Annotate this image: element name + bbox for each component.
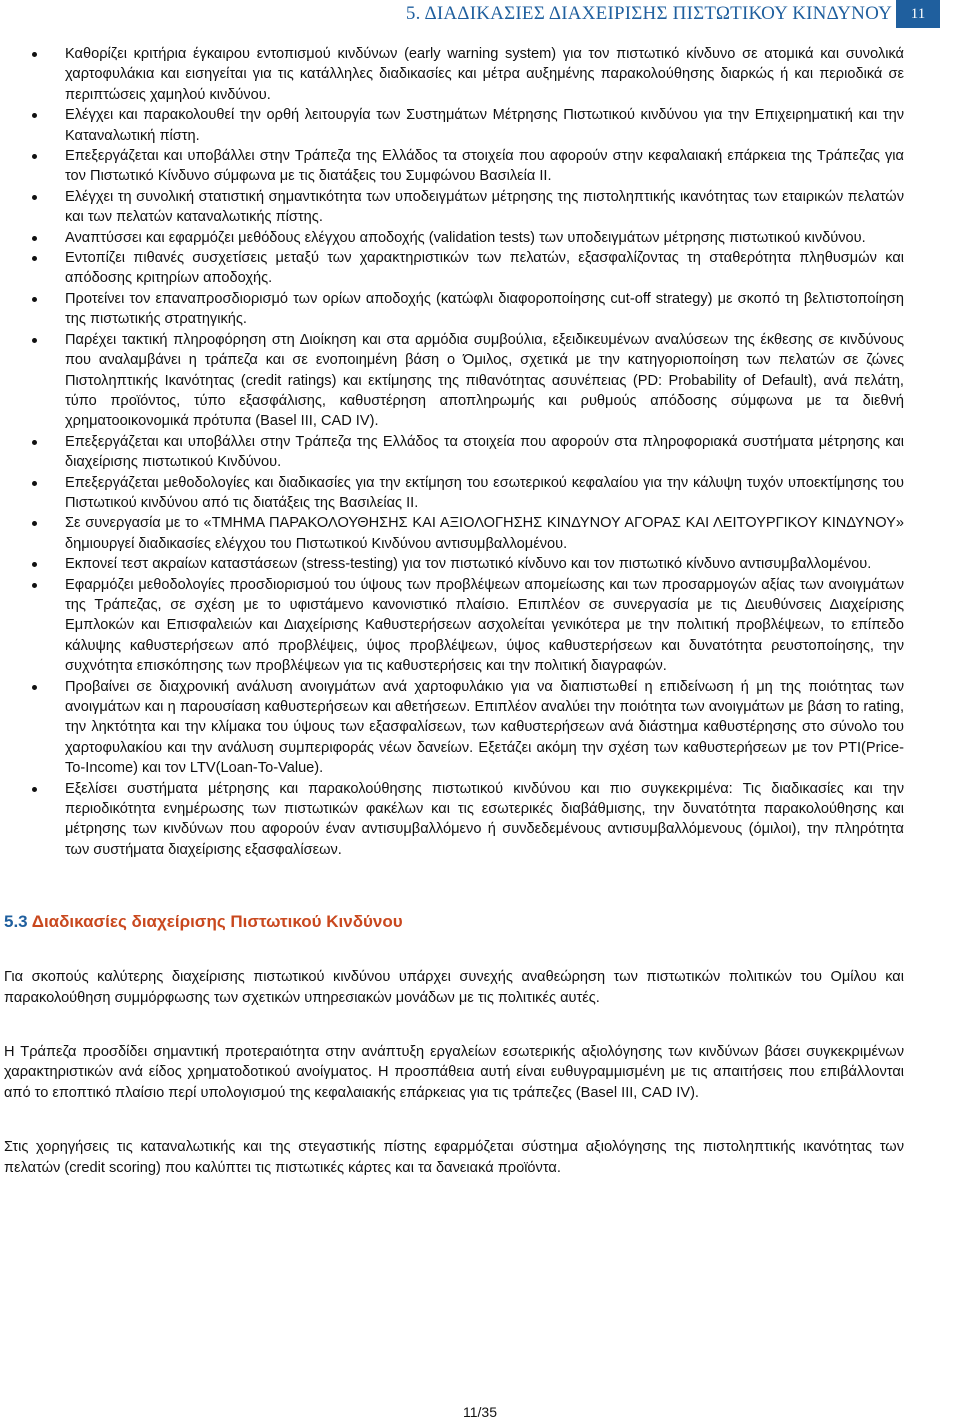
bullet-icon (32, 583, 37, 588)
list-item-text: Ελέγχει και παρακολουθεί την ορθή λειτουργία των Συστημάτων Μέτρησης Πιστωτικού κινδύνου για την Επιχειρηματική και την Καταναλωτική πίστη. (65, 107, 904, 144)
body-paragraph: Για σκοπούς καλύτερης διαχείρισης πιστωτικού κινδύνου υπάρχει συνεχής αναθεώρηση των πιστωτικών πολιτικών του Ομίλου και παρακολούθηση συμμόρφωσης των σχετικών υπηρεσιακών μονάδων με τις πολιτικές αυτές. (4, 969, 904, 1006)
bullet-icon (32, 338, 37, 343)
list-item-text: Εφαρμόζει μεθοδολογίες προσδιορισμού του ύψους των προβλέψεων απομείωσης και των προσαρμογών αξίας των ανοιγμάτων της Τράπεζας, σε σχέση με το υφιστάμενο κανονιστικό πλαίσιο. Επιπλέον σε συνεργασία με τις Διευθύνσεις Διαχείρισης Εμπλοκών και Επισφαλειών και Διαχείρισης Καθυστερήσεων ασχολείται γενικότερα με την πολιτική προβλέψεων, το επίπεδο κάλυψης καθυστερήσεων από προβλέψεις, ύψος προβλέψεων, ύψος καθυστερήσεων και δυνατότητα ρευστοποίησης, την συχνότητα επισκόπησης των προβλέψεων για τις καθυστερήσεις και την πολιτική διαγραφών. (65, 576, 904, 675)
list-item-text: Εκπονεί τεστ ακραίων καταστάσεων (stress-testing) για τον πιστωτικό κίνδυνο και τον πιστωτικό κίνδυνο αντισυμβαλλομένου. (65, 556, 872, 573)
list-item (4, 473, 904, 514)
bullet-icon (32, 787, 37, 792)
list-item-text: Παρέχει τακτική πληροφόρηση στη Διοίκηση και στα αρμόδια συμβούλια, εξειδικευμένων αναλύσεων της έκθεσης σε κινδύνους που αναλαμβάνει η τράπεζα και σε ενοποιημένη βάση ο Όμιλος, σχετικά με την κατηγοριοποίηση των πελατών σε ζώνες Πιστοληπτικής Ικανότητας (credit ratings) και εκτίμησης της πιθανότητας ασυνέπειας (PD: Probability of Default), ανά πελάτη, τύπο προϊόντος, τύπο εξασφάλισης, καθυστέρηση αποπληρωμής και ρυθμούς απόδοσης σύμφωνα με τα διεθνή χρηματοοικονομικά πρότυπα (Basel III, CAD IV). (65, 331, 904, 430)
list-item (4, 677, 904, 779)
section-title: Διαδικασίες διαχείρισης Πιστωτικού Κινδύνου (31, 912, 403, 932)
list-item (4, 330, 904, 432)
responsibilities-list (4, 44, 904, 860)
list-item (4, 105, 904, 146)
list-item-text: Επεξεργάζεται και υποβάλλει στην Τράπεζα της Ελλάδος τα στοιχεία που αφορούν στην κεφαλαιακή επάρκεια της Τράπεζας για τον Πιστωτικό Κίνδυνο σύμφωνα με τις διατάξεις του Συμφώνου Βασιλεία ΙΙ. (65, 148, 904, 185)
page-content (4, 44, 904, 1178)
bullet-icon (32, 521, 37, 526)
list-item (4, 513, 904, 554)
list-item-text: Προβαίνει σε διαχρονική ανάλυση ανοιγμάτων ανά χαρτοφυλάκιο για να διαπιστωθεί η επιδείνωση ή μη της ποιότητας των ανοιγμάτων και η παρουσίαση καθυστερήσεων και αθετήσεων. Επιπλέον αναλύει την ποιότητα των ανοιγμάτων με βάση το rating, την ληκτότητα και την κλίμακα του ύψους των εξασφαλίσεων, των καθυστερήσεων ανά διάστημα καθυστέρησης στο σύνολο του χαρτοφυλακίου και την ανάλυση συμπεριφοράς νέων δανείων. Εξετάζει ακόμη την σχέση των καθυστερήσεων με τον PTI(Price-To-Income) και τον LTV(Loan-To-Value). (65, 678, 904, 777)
list-item (4, 779, 904, 861)
chapter-title: 5. ΔΙΑΔΙΚΑΣΙΕΣ ΔΙΑΧΕΙΡΙΣΗΣ ΠΙΣΤΩΤΙΚΟΥ ΚΙΝΔΥΝΟΥ (405, 3, 892, 24)
section-number: 5.3 (4, 912, 28, 932)
list-item-text: Επεξεργάζεται μεθοδολογίες και διαδικασίες για την εκτίμηση του εσωτερικού κεφαλαίου για την κάλυψη τυχόν υποεκτίμησης του Πιστωτικού κινδύνου από τις διατάξεις της Βασιλείας ΙΙ. (65, 474, 904, 511)
list-item (4, 146, 904, 187)
bullet-icon (32, 113, 37, 118)
list-item (4, 248, 904, 289)
list-item (4, 44, 904, 105)
list-item (4, 575, 904, 677)
bullet-icon (32, 562, 37, 567)
list-item-text: Ελέγχει τη συνολική στατιστική σημαντικότητα των υποδειγμάτων μέτρησης της πιστοληπτικής ικανότητας των εταιρικών πελατών και των πελατών καταναλωτικής πίστης. (65, 188, 904, 226)
bullet-icon (32, 440, 37, 445)
list-item-text: Προτείνει τον επαναπροσδιορισμό των ορίων αποδοχής (κατώφλι διαφοροποίησης cut-off strategy) με σκοπό τη βελτιστοποίηση της πιστωτικής στρατηγικής. (65, 290, 904, 328)
page-number-badge: 11 (896, 0, 940, 28)
bullet-icon (32, 685, 37, 690)
list-item-text: Εντοπίζει πιθανές συσχετίσεις μεταξύ των χαρακτηριστικών των πελατών, εξασφαλίζοντας τη σταθερότητα πληθυσμών και απόδοσης κριτηρίων αποδοχής. (65, 250, 904, 287)
bullet-icon (32, 154, 37, 159)
list-item (4, 289, 904, 330)
bullet-icon (32, 195, 37, 200)
body-paragraph: Στις χορηγήσεις τις καταναλωτικής και της στεγαστικής πίστης εφαρμόζεται σύστημα αξιολόγησης της πιστοληπτικής ικανότητας των πελατών (credit scoring) που καλύπτει τις πιστωτικές κάρτες και τα δανειακά προϊόντα. (4, 1139, 904, 1176)
list-item (4, 187, 904, 228)
page-header (0, 0, 960, 30)
bullet-icon (32, 236, 37, 241)
body-paragraph: Η Τράπεζα προσδίδει σημαντική προτεραιότητα στην ανάπτυξη εργαλείων εσωτερικής αξιολόγησης των κινδύνων βάσει συγκεκριμένων χαρακτηριστικών ανά είδος χρηματοδοτικού ανοίγματος. Η προσπάθεια αυτή είναι ευθυγραμμισμένη με τις απαιτήσεις που επιβάλλονται από το εποπτικό πλαίσιο περί υπολογισμού της κεφαλαιακής επάρκειας για τις τράπεζες (Basel III, CAD IV). (4, 1044, 904, 1101)
list-item-text: Επεξεργάζεται και υποβάλλει στην Τράπεζα της Ελλάδος τα στοιχεία που αφορούν στα πληροφοριακά συστήματα μέτρησης και διαχείρισης πιστωτικού Κινδύνου. (65, 433, 904, 471)
list-item (4, 228, 904, 248)
bullet-icon (32, 297, 37, 302)
list-item (4, 554, 904, 574)
section-heading (4, 911, 904, 933)
page-footer-number: 11/35 (463, 1404, 497, 1420)
list-item-text: Αναπτύσσει και εφαρμόζει μεθόδους ελέγχου αποδοχής (validation tests) των υποδειγμάτων μέτρησης πιστωτικού κινδύνου. (65, 229, 866, 246)
list-item-text: Καθορίζει κριτήρια έγκαιρου εντοπισμού κινδύνων (early warning system) για τον πιστωτικό κίνδυνο σε ατομικά και συνολικά χαρτοφυλάκια και εισηγείται για τις κατάλληλες διαδικασίες και μέτρα αυξημένης παρακολούθησης διαρκώς ή και περιοδικά σε περιπτώσεις χαμηλού κινδύνου. (65, 46, 904, 103)
list-item (4, 432, 904, 473)
list-item-text: Εξελίσει συστήματα μέτρησης και παρακολούθησης πιστωτικού κινδύνου και πιο συγκεκριμένα: Τις διαδικασίες και την περιοδικότητα ενημέρωσης των πιστωτικών φακέλων και τις εσωτερικές διαβάθμισης, την δυνατότητα παρακολούθησης και μέτρησης των κινδύνων που αφορούν έναν αντισυμβαλλόμενο ή συνδεδεμένους αντισυμβαλλόμενους (όμιλοι), την πληρότητα των συστήματα διαχείρισης εξασφαλίσεων. (65, 780, 904, 858)
list-item-text: Σε συνεργασία με το «ΤΜΗΜΑ ΠΑΡΑΚΟΛΟΥΘΗΣΗΣ ΚΑΙ ΑΞΙΟΛΟΓΗΣΗΣ ΚΙΝΔΥΝΟΥ ΑΓΟΡΑΣ ΚΑΙ ΛΕΙΤΟΥΡΓΙΚΟΥ ΚΙΝΔΥΝΟΥ» δημιουργεί διαδικασίες ελέγχου του Πιστωτικού Κινδύνου αντισυμβαλλομένου. (65, 515, 904, 552)
bullet-icon (32, 52, 37, 57)
bullet-icon (32, 481, 37, 486)
bullet-icon (32, 256, 37, 261)
